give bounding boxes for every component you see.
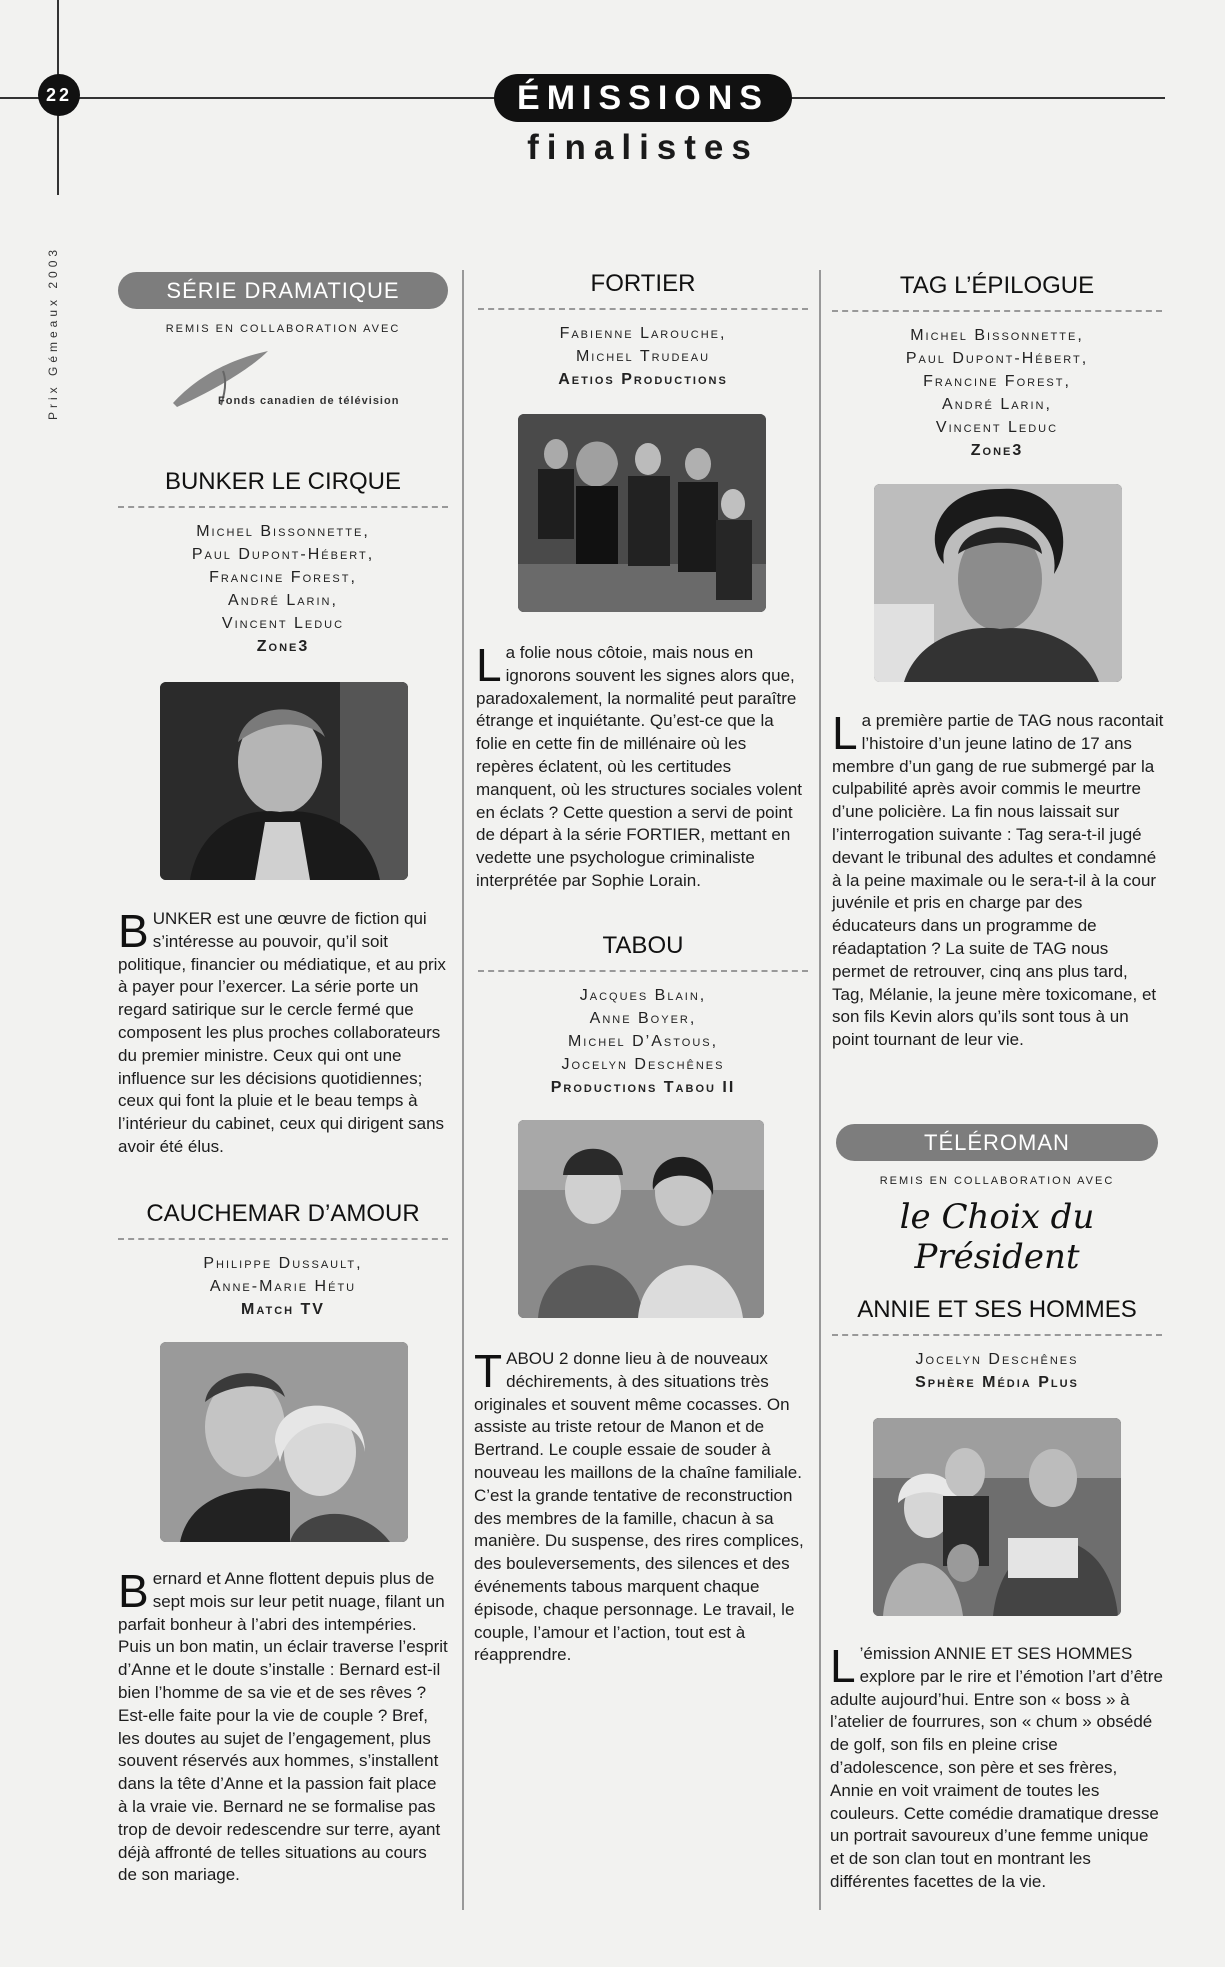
family-image	[873, 1418, 1121, 1616]
show-credits	[832, 1348, 1162, 1394]
sponsor-logo	[118, 341, 448, 411]
page-subtitle: finalistes	[527, 128, 759, 167]
credit-line: Michel Trudeau	[575, 348, 711, 365]
photo-annie	[873, 1418, 1121, 1616]
producer: Zone3	[256, 638, 310, 655]
sponsor-name: le Choix du Président	[899, 1197, 1095, 1277]
credit-line: André Larin,	[228, 592, 338, 609]
show-annie	[832, 1296, 1162, 1394]
credit-line: Jocelyn Deschênes	[915, 1351, 1079, 1368]
show-description	[830, 1640, 1164, 1894]
credit-line: Michel D’Astous,	[567, 1033, 719, 1050]
credit-line: Vincent Leduc	[935, 419, 1059, 436]
show-tag	[832, 272, 1162, 462]
two-women-image	[518, 1120, 764, 1318]
show-title: ANNIE ET SES HOMMES	[857, 1296, 1137, 1323]
credit-line: Anne-Marie Hétu	[209, 1278, 357, 1295]
show-bunker	[118, 468, 448, 658]
credit-line: Vincent Leduc	[221, 615, 345, 632]
show-description	[832, 707, 1164, 1052]
show-description	[474, 1345, 804, 1667]
couple-image	[160, 1342, 408, 1542]
show-title: BUNKER LE CIRQUE	[164, 468, 402, 495]
credit-line: Paul Dupont-Hébert,	[905, 350, 1089, 367]
credit-line: Fabienne Larouche,	[559, 325, 727, 342]
producer: Productions Tabou II	[550, 1079, 736, 1096]
desc-tabou	[474, 1345, 804, 1667]
photo-cauchemar	[160, 1342, 408, 1542]
dropcap: B	[118, 905, 149, 957]
dropcap: L	[832, 707, 858, 759]
dashed-rule	[118, 1238, 448, 1240]
remis-label: REMIS EN COLLABORATION AVEC	[165, 323, 401, 335]
side-text: Prix Gémeaux 2003	[46, 245, 60, 420]
show-title: TAG L’ÉPILOGUE	[899, 272, 1095, 299]
photo-bunker	[160, 682, 408, 880]
producer: Aetios Productions	[558, 371, 728, 388]
credit-line: Francine Forest,	[209, 569, 357, 586]
description-text: a première partie de TAG nous racontait l’histoire d’un jeune latino de 17 ans membre d’un gang de rue submergé par la culpabilité après avoir commis le meurtre d’une policière. La fin nous laissait sur l’interrogation suivante : Tag sera-t-il jugé devant le tribunal des adultes et condamné à la peine maximale ou le sera-t-il à la cour juvénile et pris en charge par des éducateurs dans un programme de réadaptation ? La suite de TAG nous permet de retrouver, cinq ans plus tard, Tag, Mélanie, la jeune mère toxicomane, et son fils Kevin alors qu’ils sont tous à un point tournant de leur vie.	[832, 711, 1164, 1050]
desc-fortier	[476, 639, 806, 893]
column-rule-2	[819, 270, 821, 1910]
producer: Sphère Média Plus	[915, 1374, 1079, 1391]
credit-line: Michel Bissonnette,	[196, 523, 370, 540]
portrait-image	[160, 682, 408, 880]
remis-label: REMIS EN COLLABORATION AVEC	[879, 1175, 1115, 1187]
desc-annie	[830, 1640, 1164, 1894]
show-description	[118, 905, 448, 1159]
sponsor-name: Fonds canadien de télévision	[218, 395, 400, 407]
credit-line: Paul Dupont-Hébert,	[191, 546, 375, 563]
dashed-rule	[832, 310, 1162, 312]
show-title: TABOU	[602, 932, 684, 959]
credit-line: Francine Forest,	[923, 373, 1071, 390]
description-text: ’émission ANNIE ET SES HOMMES explore par le rire et l’émotion l’art d’être adulte aujourd’hui. Entre son « boss » à l’atelier de fourrures, son « chum » obsédé de golf, son fils en pleine crise d’adolescence, son père et ses frères, Annie en voit vraiment de toutes les couleurs. Cette comédie dramatique dresse un portrait savoureux d’une femme unique et de son clan tout en montrant les différentes facettes de la vie.	[830, 1644, 1163, 1891]
dropcap: T	[474, 1345, 503, 1397]
show-credits	[118, 1252, 448, 1321]
desc-tag	[832, 707, 1164, 1052]
show-cauchemar	[118, 1200, 448, 1321]
dropcap: L	[830, 1640, 856, 1692]
category-pill: TÉLÉROMAN	[836, 1124, 1158, 1161]
dashed-rule	[118, 506, 448, 508]
dashed-rule	[478, 308, 808, 310]
show-description	[118, 1565, 448, 1887]
producer: Match TV	[241, 1301, 325, 1318]
show-fortier	[478, 270, 808, 391]
desc-bunker	[118, 905, 448, 1159]
desc-cauchemar	[118, 1565, 448, 1887]
dashed-rule	[832, 1334, 1162, 1336]
credit-line: Michel Bissonnette,	[910, 327, 1084, 344]
page-number: 22	[38, 74, 80, 116]
description-text: a folie nous côtoie, mais nous en ignorons souvent les signes alors que, paradoxalement, la normalité peut paraître étrange et inquiétante. Qu’est-ce que la folie en cette fin de millénaire où les repères éclatent, où les certitudes manquent, où les structures sociales volent en éclats ? Cette question a servi de point de départ à la série FORTIER, mettant en vedette une psychologue criminaliste interprétée par Sophie Lorain.	[476, 643, 803, 890]
show-description	[476, 639, 806, 893]
show-credits	[118, 520, 448, 658]
category-block-teleroman	[836, 1124, 1158, 1277]
portrait-image	[874, 484, 1122, 682]
photo-fortier	[518, 414, 766, 612]
category-block-drama	[118, 272, 448, 411]
credit-line: Jocelyn Deschênes	[561, 1056, 725, 1073]
show-tabou	[478, 932, 808, 1099]
show-credits	[832, 324, 1162, 462]
show-title: CAUCHEMAR D’AMOUR	[146, 1200, 420, 1227]
description-text: UNKER est une œuvre de fiction qui s’intéresse au pouvoir, qu’il soit politique, financier ou médiatique, et au prix à payer pour l’exercer. La série porte un regard satirique sur le cercle fermé que composent les plus proches collaborateurs du premier ministre. Ceux qui ont une influence sur les décisions quotidiennes; ceux qui font la pluie et le beau temps à l’intérieur du cabinet, ceux qui dirigent sans avoir été élus.	[118, 909, 446, 1156]
dropcap: L	[476, 639, 502, 691]
show-credits	[478, 322, 808, 391]
category-pill: SÉRIE DRAMATIQUE	[118, 272, 448, 309]
column-rule-1	[462, 270, 464, 1910]
sponsor-logo	[836, 1197, 1158, 1277]
photo-tabou	[518, 1120, 764, 1318]
credit-line: Anne Boyer,	[589, 1010, 697, 1027]
credit-line: Jacques Blain,	[579, 987, 707, 1004]
dropcap: B	[118, 1565, 149, 1617]
description-text: ernard et Anne flottent depuis plus de sept mois sur leur petit nuage, filant un parfait bonheur à l’abri des intempéries. Puis un bon matin, un éclair traverse l’esprit d’Anne et le doute s’installe : Bernard est-il bien l’homme de sa vie et de ses rêves ? Est-elle faite pour la vie de couple ? Bref, les doutes au sujet de l’engagement, plus souvent réservés aux hommes, s’installent dans la tête d’Anne et la passion fait place à la vraie vie. Bernard ne se formalise pas trop de devoir redescendre sur terre, ayant déjà affronté de telles situations au cours de son mariage.	[118, 1569, 448, 1885]
page-title: ÉMISSIONS	[494, 74, 792, 122]
credit-line: Philippe Dussault,	[203, 1255, 363, 1272]
photo-tag	[874, 484, 1122, 682]
show-title: FORTIER	[590, 270, 696, 297]
show-credits	[478, 984, 808, 1099]
dashed-rule	[478, 970, 808, 972]
credit-line: André Larin,	[942, 396, 1052, 413]
description-text: ABOU 2 donne lieu à de nouveaux déchirements, à des situations très originales et souvent même cocasses. On assiste au triste retour de Manon et de Bertrand. Le couple essaie de souder à nouveau les maillons de la chaîne familiale. C’est la grande tentative de reconstruction des membres de la famille, chacun à sa manière. Du suspense, des rires complices, des bouleversements, des silences et des événements tabous marquent chaque épisode, chaque personnage. Le travail, le couple, l’amour et l’action, tout est à réapprendre.	[474, 1349, 804, 1665]
producer: Zone3	[970, 442, 1024, 459]
group-image	[518, 414, 766, 612]
